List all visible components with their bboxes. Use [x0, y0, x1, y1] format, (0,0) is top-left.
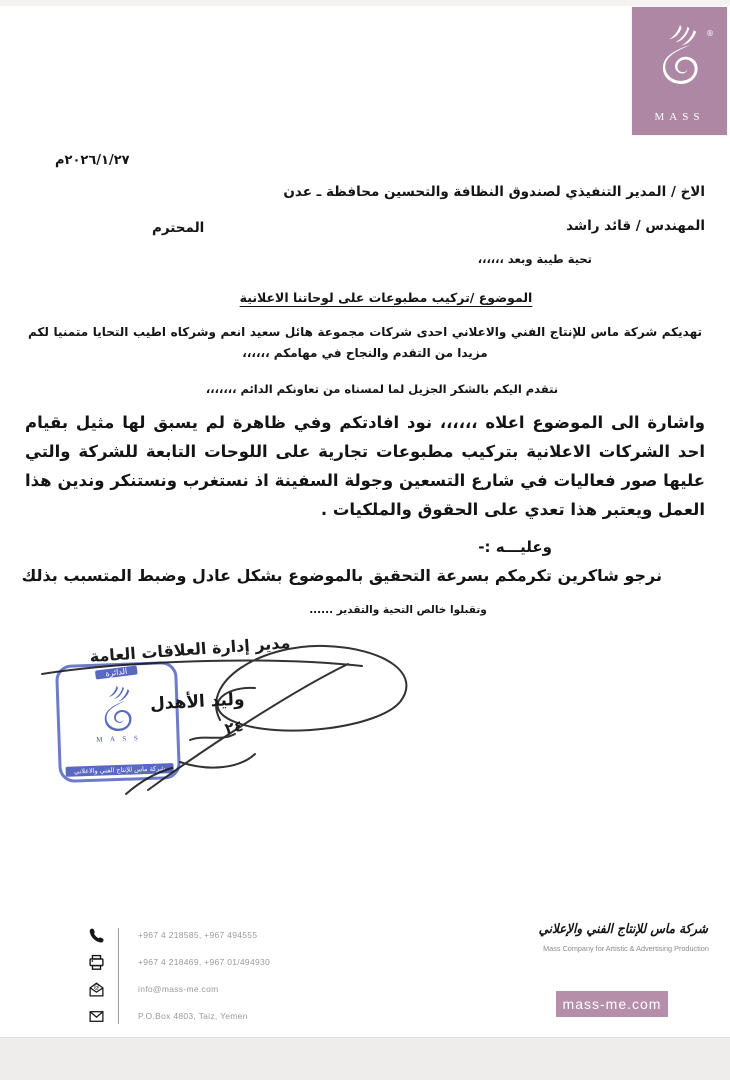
body-paragraph: واشارة الى الموضوع اعلاه ،،،،،، نود افادتكم وفي ظاهرة لم يسبق لها مثيل بقيام احد الشركات الاعلانية بتركيب مطبوعات تجارية على اللوحات التابعة للشركة والتي عليها صور فعاليات في شارع التسعين وجولة السفينة اذ نستغرب ونستنكر وندين هذا العمل ويعتبر هذا تعدي على الحقوق والملكيات . [25, 413, 705, 519]
signature-name: وليد الأهدل [149, 689, 245, 715]
phone-icon [88, 927, 114, 944]
company-name-arabic: شركة ماس للإنتاج الفني والإعلاني [538, 922, 708, 937]
fax-numbers: +967 4 218469, +967 01/494930 [138, 957, 271, 967]
stamp-caption: شركة ماس للإنتاج الفني والاعلاني [66, 763, 174, 777]
pobox-address: P.O.Box 4803, Taiz, Yemen [138, 1011, 248, 1021]
closing-line: وتقبلوا خالص التحية والتقدير ...... [309, 604, 487, 616]
request-line: نرجو شاكرين تكرمكم بسرعة التحقيق بالموضوع بشكل عادل وضبط المتسبب بذلك [21, 566, 662, 585]
email-address: info@mass-me.com [138, 984, 219, 994]
contact-row-fax [88, 953, 270, 971]
stamp-brand: M A S S [96, 734, 141, 744]
subject-text: الموضوع /تركيب مطبوعات على لوحاتنا الاعلانية [239, 290, 533, 305]
salutation: تحية طيبة وبعد ،،،،،، [477, 252, 592, 266]
contact-row-email [88, 980, 270, 998]
addressee-line-2: المهندس / قائد راشد [566, 218, 705, 234]
signature-strokes [30, 622, 420, 807]
company-name-english: Mass Company for Artistic & Advertising Production [543, 944, 709, 953]
svg-text:@: @ [93, 984, 100, 991]
website-badge: mass-me.com [556, 991, 668, 1017]
honorific: المحترم [152, 220, 205, 236]
footer-contacts [88, 926, 270, 1034]
contact-row-phone [88, 926, 270, 944]
addressee-line-1: الاخ / المدير التنفيذي لصندوق النظافة والتحسين محافظة ـ عدن [283, 184, 705, 200]
fax-icon [88, 954, 114, 971]
scan-edge-bottom [0, 1037, 730, 1080]
brand-wordmark: MASS [654, 111, 705, 123]
phone-numbers: +967 4 218585, +967 494555 [138, 930, 258, 940]
contacts-divider [118, 928, 119, 1024]
thanks-line: نتقدم اليكم بالشكر الجزيل لما لمسناه من تعاونكم الدائم ،،،،،،، [205, 382, 559, 396]
letter-date: ٢٠٢٦/١/٢٧م [55, 153, 130, 168]
email-icon [88, 981, 114, 998]
signature-mark: ٢٤ [223, 716, 245, 738]
footer-brand [537, 922, 715, 953]
therefore-line: وعليـــه :- [478, 538, 552, 556]
registered-trademark: ® [706, 29, 714, 38]
intro-paragraph: تهديكم شركة ماس للإنتاج الفني والاعلاني احدى شركات مجموعة هائل سعيد انعم وشركاه اطيب التحايا متمنيا لكم مزيدا من التقدم والنجاح في مهامكم ،،،،،، [28, 325, 702, 360]
pobox-icon [88, 1008, 114, 1025]
stamp-ribbon: الدائرة [95, 666, 138, 680]
subject-line [0, 290, 730, 305]
contact-row-pobox [88, 1007, 270, 1025]
signature-title: مدير إدارة العلاقات العامة [89, 633, 291, 666]
